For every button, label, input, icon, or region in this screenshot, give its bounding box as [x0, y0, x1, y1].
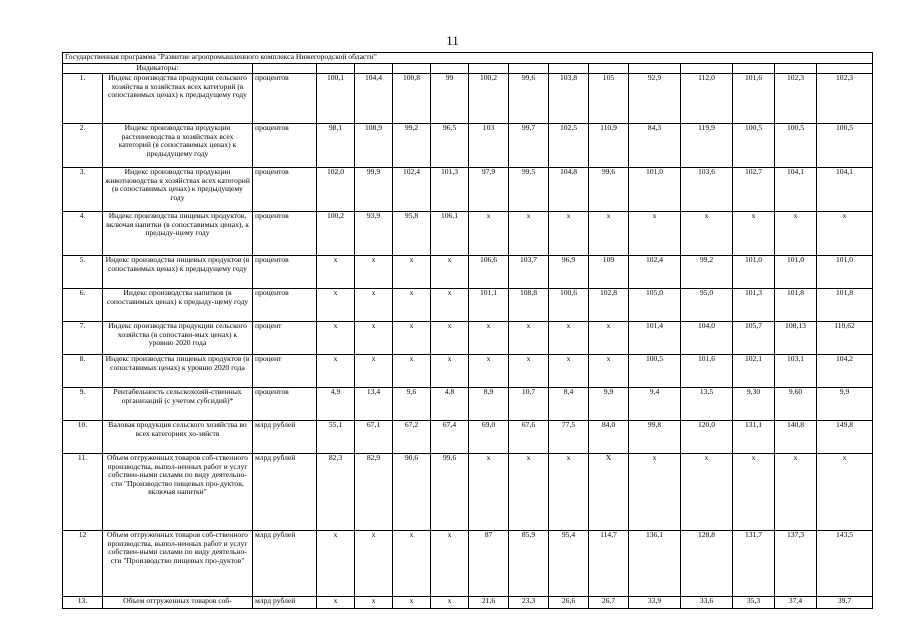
- value-cell: х: [393, 322, 431, 355]
- value-cell: 82,3: [317, 454, 355, 531]
- value-cell: 9,4: [629, 388, 681, 421]
- row-number: 4.: [63, 212, 103, 256]
- value-cell: х: [681, 212, 733, 256]
- value-cell: 13,5: [681, 388, 733, 421]
- value-cell: 95,8: [393, 212, 431, 256]
- value-cell: 9,9: [589, 388, 629, 421]
- value-cell: 137,3: [775, 531, 817, 597]
- row-number: 11.: [63, 454, 103, 531]
- value-cell: 104,0: [681, 322, 733, 355]
- value-cell: х: [355, 322, 393, 355]
- value-cell: 99,9: [355, 168, 393, 212]
- value-cell: х: [355, 355, 393, 388]
- unit-of-measure: процентов: [253, 124, 317, 168]
- value-cell: 110,9: [589, 124, 629, 168]
- value-cell: 21,6: [469, 597, 509, 609]
- value-cell: 26,6: [549, 597, 589, 609]
- value-cell: х: [431, 597, 469, 609]
- program-title-row: [63, 53, 873, 64]
- value-cell: х: [355, 531, 393, 597]
- value-cell: 108,9: [355, 124, 393, 168]
- indicators-header: Индикаторы:: [63, 64, 253, 74]
- table-row: [63, 124, 873, 168]
- value-cell: х: [317, 322, 355, 355]
- empty-cell: [733, 64, 775, 74]
- value-cell: 143,5: [817, 531, 873, 597]
- unit-of-measure: процентов: [253, 168, 317, 212]
- unit-of-measure: процентов: [253, 289, 317, 322]
- empty-cell: [355, 64, 393, 74]
- indicators-header-row: [63, 64, 873, 74]
- value-cell: 100,1: [317, 74, 355, 124]
- value-cell: 77,5: [549, 421, 589, 454]
- value-cell: 119,9: [681, 124, 733, 168]
- value-cell: 9,30: [733, 388, 775, 421]
- value-cell: х: [733, 212, 775, 256]
- value-cell: 101,6: [681, 355, 733, 388]
- empty-cell: [393, 64, 431, 74]
- value-cell: 84,3: [629, 124, 681, 168]
- row-number: 8.: [63, 355, 103, 388]
- value-cell: 101,8: [817, 289, 873, 322]
- indicator-name: Индекс производства напитков (в сопоставимых ценах) к предыду-щему году: [103, 289, 253, 322]
- value-cell: 82,9: [355, 454, 393, 531]
- value-cell: Х: [589, 454, 629, 531]
- unit-of-measure: млрд рублей: [253, 421, 317, 454]
- value-cell: 99,6: [589, 168, 629, 212]
- value-cell: 8,9: [469, 388, 509, 421]
- value-cell: х: [431, 289, 469, 322]
- value-cell: 103,7: [509, 256, 549, 289]
- table-row: [63, 421, 873, 454]
- empty-cell: [589, 64, 629, 74]
- value-cell: 101,0: [817, 256, 873, 289]
- value-cell: 149,8: [817, 421, 873, 454]
- value-cell: х: [733, 454, 775, 531]
- table-row: [63, 322, 873, 355]
- indicator-name: Объем отгруженных товаров соб-ственного производства, выпол-ненных работ и услуг собствен-ными силами по виду деятельно-сти "Производство пищевых про-дуктов, включая напитки": [103, 454, 253, 531]
- value-cell: 84,0: [589, 421, 629, 454]
- value-cell: 90,6: [393, 454, 431, 531]
- value-cell: 4,9: [317, 388, 355, 421]
- table-row: [63, 168, 873, 212]
- value-cell: 102,3: [817, 74, 873, 124]
- value-cell: 100,2: [317, 212, 355, 256]
- value-cell: 102,3: [775, 74, 817, 124]
- table-row: [63, 212, 873, 256]
- value-cell: 99,8: [629, 421, 681, 454]
- value-cell: 33,6: [681, 597, 733, 609]
- value-cell: 102,0: [317, 168, 355, 212]
- value-cell: 140,8: [775, 421, 817, 454]
- value-cell: 136,1: [629, 531, 681, 597]
- value-cell: х: [629, 212, 681, 256]
- value-cell: х: [317, 531, 355, 597]
- value-cell: 101,0: [733, 256, 775, 289]
- empty-cell: [509, 64, 549, 74]
- value-cell: 102,4: [393, 168, 431, 212]
- value-cell: х: [317, 597, 355, 609]
- value-cell: 102,4: [629, 256, 681, 289]
- value-cell: 69,0: [469, 421, 509, 454]
- value-cell: 102,1: [733, 355, 775, 388]
- indicator-name: Индекс производства пищевых продуктов (в сопоставимых ценах) к уровню 2020 года: [103, 355, 253, 388]
- value-cell: 100,5: [733, 124, 775, 168]
- value-cell: 109: [589, 256, 629, 289]
- table-row: [63, 74, 873, 124]
- value-cell: 26,7: [589, 597, 629, 609]
- empty-cell: [431, 64, 469, 74]
- indicator-name: Индекс производства пищевых продуктов, включая напитки (в сопоставимых ценах), к предыду-щему году: [103, 212, 253, 256]
- page-number: 11: [446, 33, 459, 48]
- value-cell: х: [469, 355, 509, 388]
- value-cell: 99,2: [393, 124, 431, 168]
- indicator-name: Объем отгруженных товаров соб-ственного производства, выпол-ненных работ и услуг собствен-ными силами по виду деятельно-сти "Производство пищевых про-дуктов": [103, 531, 253, 597]
- value-cell: х: [589, 355, 629, 388]
- value-cell: 103: [469, 124, 509, 168]
- value-cell: х: [355, 597, 393, 609]
- value-cell: 67,2: [393, 421, 431, 454]
- value-cell: х: [431, 322, 469, 355]
- value-cell: х: [355, 289, 393, 322]
- value-cell: 100,6: [549, 289, 589, 322]
- unit-of-measure: млрд рублей: [253, 454, 317, 531]
- value-cell: х: [509, 212, 549, 256]
- value-cell: х: [469, 322, 509, 355]
- value-cell: 114,7: [589, 531, 629, 597]
- indicator-name: Объем отгруженных товаров соб-: [103, 597, 253, 609]
- value-cell: 101,6: [733, 74, 775, 124]
- unit-of-measure: процентов: [253, 212, 317, 256]
- value-cell: х: [469, 454, 509, 531]
- value-cell: 67,4: [431, 421, 469, 454]
- value-cell: 106,1: [431, 212, 469, 256]
- value-cell: 98,1: [317, 124, 355, 168]
- value-cell: х: [393, 256, 431, 289]
- empty-cell: [317, 64, 355, 74]
- unit-of-measure: млрд рублей: [253, 531, 317, 597]
- value-cell: 101,3: [431, 168, 469, 212]
- value-cell: х: [549, 355, 589, 388]
- indicator-name: Индекс производства продукции животноводства в хозяйствах всех категорий (в сопоставимых ценах) к предыдущему году: [103, 168, 253, 212]
- unit-of-measure: процентов: [253, 256, 317, 289]
- value-cell: 101,8: [775, 289, 817, 322]
- value-cell: 103,8: [549, 74, 589, 124]
- value-cell: х: [393, 597, 431, 609]
- value-cell: 67,6: [509, 421, 549, 454]
- table-row: [63, 454, 873, 531]
- value-cell: 96,9: [549, 256, 589, 289]
- value-cell: 99,6: [431, 454, 469, 531]
- value-cell: 99,5: [509, 168, 549, 212]
- unit-of-measure: процентов: [253, 388, 317, 421]
- unit-of-measure: млрд рублей: [253, 597, 317, 609]
- value-cell: 100,5: [629, 355, 681, 388]
- value-cell: х: [589, 212, 629, 256]
- value-cell: 128,8: [681, 531, 733, 597]
- value-cell: 104,1: [775, 168, 817, 212]
- value-cell: 104,2: [817, 355, 873, 388]
- table-body: [63, 53, 873, 609]
- indicator-name: Индекс производства продукции растениеводства в хозяйствах всех категорий (в сопоставимых ценах) к предыдущему году: [103, 124, 253, 168]
- value-cell: х: [509, 322, 549, 355]
- value-cell: 102,8: [589, 289, 629, 322]
- value-cell: 102,5: [549, 124, 589, 168]
- empty-cell: [253, 64, 317, 74]
- value-cell: 35,3: [733, 597, 775, 609]
- value-cell: х: [355, 256, 393, 289]
- value-cell: х: [431, 355, 469, 388]
- value-cell: 67,1: [355, 421, 393, 454]
- value-cell: 120,0: [681, 421, 733, 454]
- value-cell: 105: [589, 74, 629, 124]
- value-cell: 97,9: [469, 168, 509, 212]
- empty-cell: [817, 64, 873, 74]
- value-cell: х: [549, 322, 589, 355]
- value-cell: 96,5: [431, 124, 469, 168]
- row-number: 12: [63, 531, 103, 597]
- value-cell: 101,0: [775, 256, 817, 289]
- value-cell: х: [317, 289, 355, 322]
- value-cell: 92,9: [629, 74, 681, 124]
- value-cell: 104,8: [549, 168, 589, 212]
- value-cell: 95,0: [681, 289, 733, 322]
- value-cell: 93,9: [355, 212, 393, 256]
- value-cell: 39,7: [817, 597, 873, 609]
- row-number: 6.: [63, 289, 103, 322]
- value-cell: х: [817, 212, 873, 256]
- value-cell: 101,3: [733, 289, 775, 322]
- unit-of-measure: процентов: [253, 74, 317, 124]
- row-number: 1.: [63, 74, 103, 124]
- indicator-name: Рентабельность сельскохозяй-ственных организаций (с учетом субсидий)*: [103, 388, 253, 421]
- value-cell: 106,6: [469, 256, 509, 289]
- row-number: 2.: [63, 124, 103, 168]
- value-cell: х: [469, 212, 509, 256]
- value-cell: х: [681, 454, 733, 531]
- value-cell: 99,2: [681, 256, 733, 289]
- row-number: 10.: [63, 421, 103, 454]
- value-cell: х: [629, 454, 681, 531]
- indicator-name: Индекс производства пищевых продуктов (в сопоставимых ценах) к предыдущему году: [103, 256, 253, 289]
- value-cell: 101,1: [469, 289, 509, 322]
- row-number: 9.: [63, 388, 103, 421]
- row-number: 5.: [63, 256, 103, 289]
- value-cell: 105,0: [629, 289, 681, 322]
- value-cell: 131,7: [733, 531, 775, 597]
- value-cell: 101,4: [629, 322, 681, 355]
- table-row: [63, 256, 873, 289]
- value-cell: 110,62: [817, 322, 873, 355]
- value-cell: 101,0: [629, 168, 681, 212]
- empty-cell: [775, 64, 817, 74]
- table-row: [63, 388, 873, 421]
- value-cell: х: [509, 355, 549, 388]
- unit-of-measure: процент: [253, 322, 317, 355]
- program-title: Государственная программа "Развитие агропромышленного комплекса Нижегородской области": [63, 53, 873, 64]
- value-cell: х: [431, 256, 469, 289]
- value-cell: 100,8: [393, 74, 431, 124]
- value-cell: 104,4: [355, 74, 393, 124]
- row-number: 13.: [63, 597, 103, 609]
- value-cell: 23,3: [509, 597, 549, 609]
- indicator-name: Индекс производства продукции сельского хозяйства (в сопостави-мых ценах) к уровню 2020 года: [103, 322, 253, 355]
- value-cell: 87: [469, 531, 509, 597]
- value-cell: х: [549, 212, 589, 256]
- value-cell: 99: [431, 74, 469, 124]
- unit-of-measure: процент: [253, 355, 317, 388]
- value-cell: 99,6: [509, 74, 549, 124]
- value-cell: 131,1: [733, 421, 775, 454]
- value-cell: х: [509, 454, 549, 531]
- value-cell: х: [393, 289, 431, 322]
- value-cell: 13,4: [355, 388, 393, 421]
- value-cell: 108,8: [509, 289, 549, 322]
- value-cell: х: [775, 212, 817, 256]
- value-cell: 102,7: [733, 168, 775, 212]
- value-cell: 108,13: [775, 322, 817, 355]
- value-cell: 105,7: [733, 322, 775, 355]
- indicator-name: Индекс производства продукции сельского хозяйства в хозяйствах всех категорий (в сопоставимых ценах) к предыдущему году: [103, 74, 253, 124]
- value-cell: 55,1: [317, 421, 355, 454]
- empty-cell: [681, 64, 733, 74]
- value-cell: 103,1: [775, 355, 817, 388]
- value-cell: х: [317, 256, 355, 289]
- table-row: [63, 289, 873, 322]
- table-row: [63, 597, 873, 609]
- value-cell: 104,1: [817, 168, 873, 212]
- value-cell: х: [431, 531, 469, 597]
- value-cell: х: [549, 454, 589, 531]
- value-cell: 10,7: [509, 388, 549, 421]
- value-cell: 85,9: [509, 531, 549, 597]
- value-cell: х: [393, 531, 431, 597]
- value-cell: 9,6: [393, 388, 431, 421]
- value-cell: 100,2: [469, 74, 509, 124]
- value-cell: 100,5: [817, 124, 873, 168]
- value-cell: 4,8: [431, 388, 469, 421]
- empty-cell: [549, 64, 589, 74]
- row-number: 7.: [63, 322, 103, 355]
- indicators-table: [62, 52, 873, 609]
- value-cell: х: [317, 355, 355, 388]
- value-cell: х: [817, 454, 873, 531]
- value-cell: х: [589, 322, 629, 355]
- value-cell: 103,6: [681, 168, 733, 212]
- value-cell: х: [393, 355, 431, 388]
- empty-cell: [469, 64, 509, 74]
- table-row: [63, 355, 873, 388]
- value-cell: 8,4: [549, 388, 589, 421]
- empty-cell: [629, 64, 681, 74]
- value-cell: 100,5: [775, 124, 817, 168]
- value-cell: 9,60: [775, 388, 817, 421]
- value-cell: х: [775, 454, 817, 531]
- table-row: [63, 531, 873, 597]
- value-cell: 95,4: [549, 531, 589, 597]
- value-cell: 33,9: [629, 597, 681, 609]
- value-cell: 112,0: [681, 74, 733, 124]
- indicator-name: Валовая продукция сельского хозяйства во всех категориях хо-зяйств: [103, 421, 253, 454]
- value-cell: 37,4: [775, 597, 817, 609]
- value-cell: 9,9: [817, 388, 873, 421]
- value-cell: 99,7: [509, 124, 549, 168]
- row-number: 3.: [63, 168, 103, 212]
